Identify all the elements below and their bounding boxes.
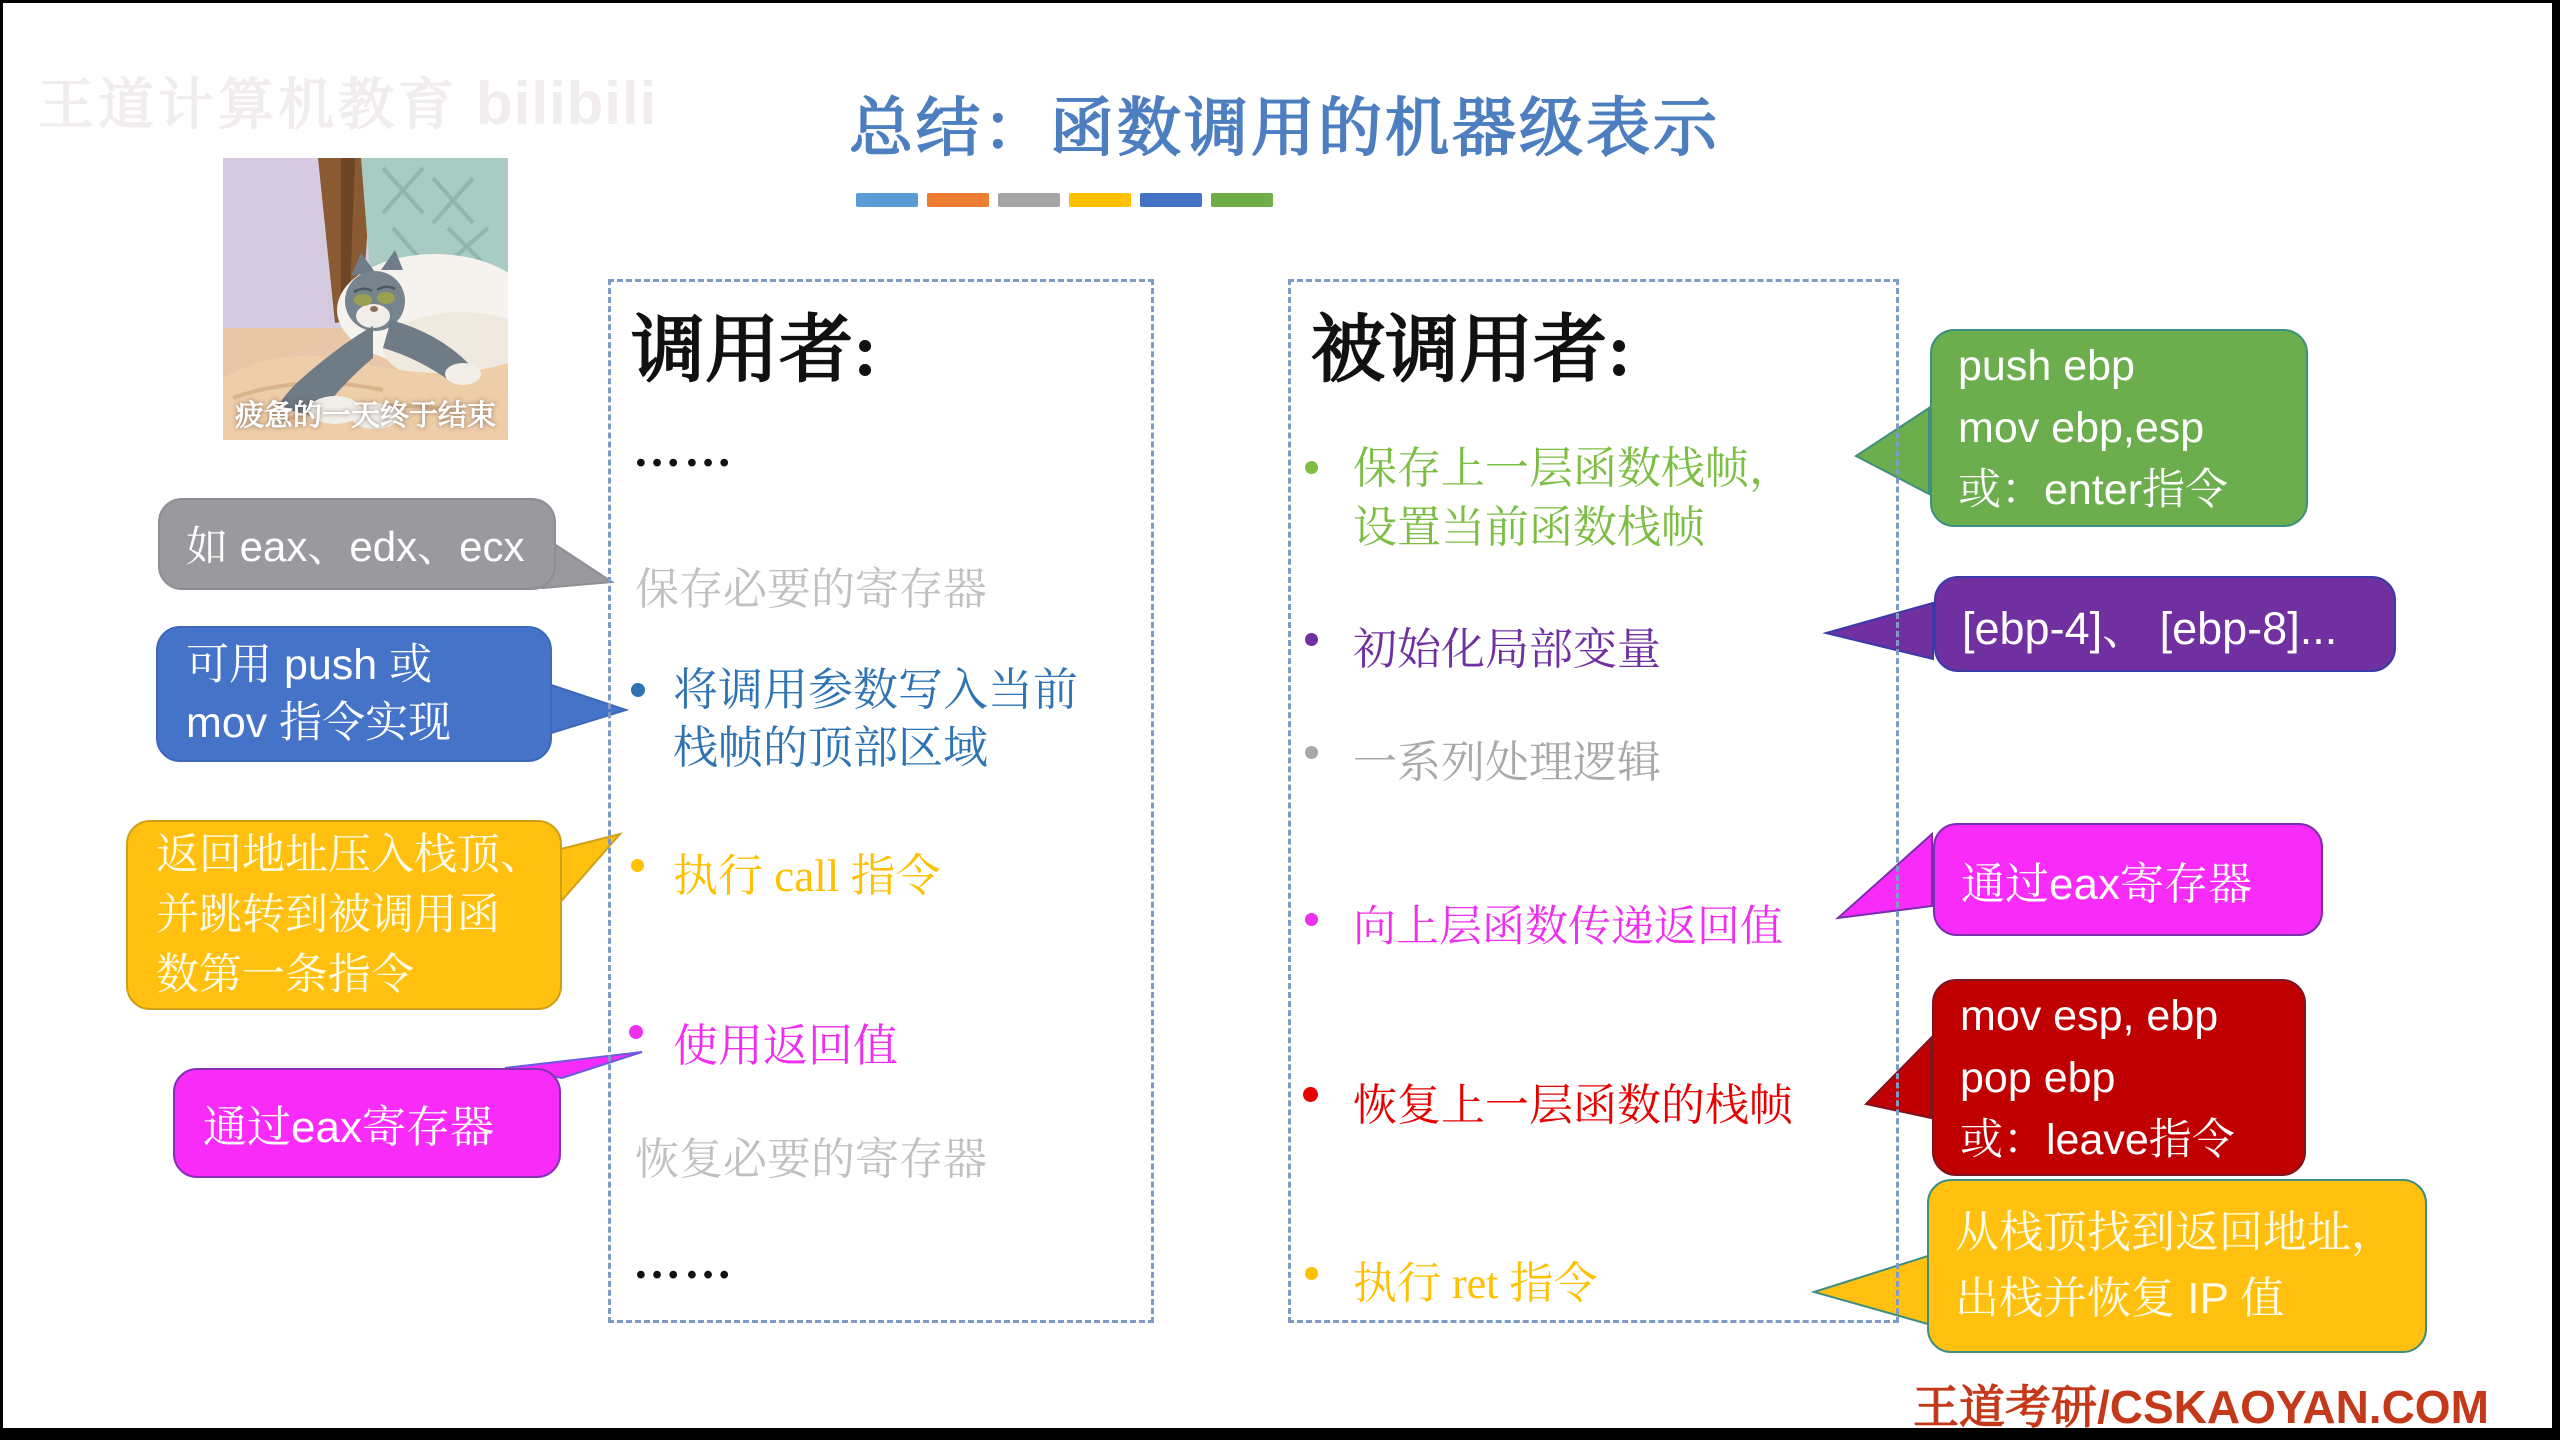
caller-item-write-params xyxy=(673,661,1078,777)
bullet-exec-ret xyxy=(1305,1267,1318,1280)
bubble-text-line2: mov ebp,esp xyxy=(1958,404,2205,452)
bubble-text-line3: 或：enter指令 xyxy=(1958,466,2229,514)
caller-item-save-registers: 保存必要的寄存器 xyxy=(635,565,987,614)
speech-bubble-ebp-offsets xyxy=(1934,576,2396,672)
bullet-logic xyxy=(1305,746,1318,759)
bubble-text-line1: 返回地址压入栈顶、 xyxy=(156,831,543,879)
caller-item-use-return: 使用返回值 xyxy=(673,1021,899,1071)
bullet-write-params xyxy=(631,683,645,697)
bubble-text-line1: 可用 push 或 xyxy=(186,641,433,689)
page-title: 总结：函数调用的机器级表示 xyxy=(849,92,1720,164)
meme-caption: 疲惫的一天终于结束 xyxy=(234,400,496,432)
callee-item-save-frame-line1: 保存上一层函数栈帧， xyxy=(1353,444,1793,493)
speech-bubble-ret-detail xyxy=(1927,1179,2427,1353)
callee-item-logic: 一系列处理逻辑 xyxy=(1353,738,1661,787)
callee-item-save-frame xyxy=(1353,439,1793,557)
speech-bubble-enter xyxy=(1930,329,2308,527)
bubble-text: 通过eax寄存器 xyxy=(1961,859,2252,909)
callee-item-save-frame-line2: 设置当前函数栈帧 xyxy=(1353,503,1705,552)
watermark-brand: 王道计算机教育 xyxy=(38,73,458,136)
footer-watermark: 王道考研/CSKAOYAN.COM xyxy=(1913,1381,2489,1428)
callee-item-restore-frame: 恢复上一层函数的栈帧 xyxy=(1353,1081,1793,1130)
callee-item-init-locals: 初始化局部变量 xyxy=(1353,625,1661,674)
bubble-text-line2: mov 指令实现 xyxy=(186,699,452,747)
bubble-text-line3: 或：leave指令 xyxy=(1960,1115,2235,1164)
bullet-use-return xyxy=(629,1025,643,1039)
caller-item-restore-registers: 恢复必要的寄存器 xyxy=(635,1135,987,1184)
callee-item-exec-ret: 执行 ret 指令 xyxy=(1353,1259,1598,1308)
bubble-text-line2: 并跳转到被调用函 xyxy=(156,891,500,939)
slide xyxy=(3,3,2552,1428)
speech-bubble-push-mov xyxy=(156,626,552,762)
speech-bubble-eax-right xyxy=(1933,823,2323,936)
caller-item-write-params-line2: 栈帧的顶部区域 xyxy=(673,723,989,773)
callee-heading: 被调用者: xyxy=(1311,310,1632,392)
caller-ellipsis-top: …… xyxy=(633,424,735,477)
caller-heading: 调用者: xyxy=(631,310,878,392)
caller-item-exec-call: 执行 call 指令 xyxy=(673,851,941,901)
bullet-restore-frame xyxy=(1303,1087,1318,1102)
bubble-text-line2: 出栈并恢复 IP 值 xyxy=(1955,1274,2285,1323)
bullet-init-locals xyxy=(1305,633,1318,646)
bubble-text: [ebp-4]、 [ebp-8]... xyxy=(1962,602,2338,654)
bubble-text: 通过eax寄存器 xyxy=(203,1103,494,1152)
speech-bubble-registers-example xyxy=(158,498,556,590)
caller-ellipsis-bottom: …… xyxy=(633,1236,735,1289)
bubble-text: 如 eax、edx、ecx xyxy=(186,523,525,570)
bubble-text-line3: 数第一条指令 xyxy=(156,951,414,999)
bullet-exec-call xyxy=(631,859,644,872)
bubble-text-line1: mov esp, ebp xyxy=(1960,991,2219,1040)
bubble-text-line2: pop ebp xyxy=(1960,1053,2116,1102)
caller-item-write-params-line1: 将调用参数写入当前 xyxy=(673,665,1079,715)
callee-item-pass-return: 向上层函数传递返回值 xyxy=(1353,904,1783,951)
bullet-pass-return xyxy=(1305,913,1318,926)
callee-box xyxy=(1288,279,1899,1323)
speech-bubble-eax-left xyxy=(173,1068,561,1178)
bullet-save-frame xyxy=(1305,461,1318,474)
bubble-text-line1: 从栈顶找到返回地址， xyxy=(1955,1208,2395,1257)
speech-bubble-leave xyxy=(1932,979,2306,1176)
bubble-text-line1: push ebp xyxy=(1958,342,2135,390)
speech-bubble-call-detail xyxy=(126,820,562,1010)
bilibili-logo: bilibili xyxy=(476,70,658,137)
